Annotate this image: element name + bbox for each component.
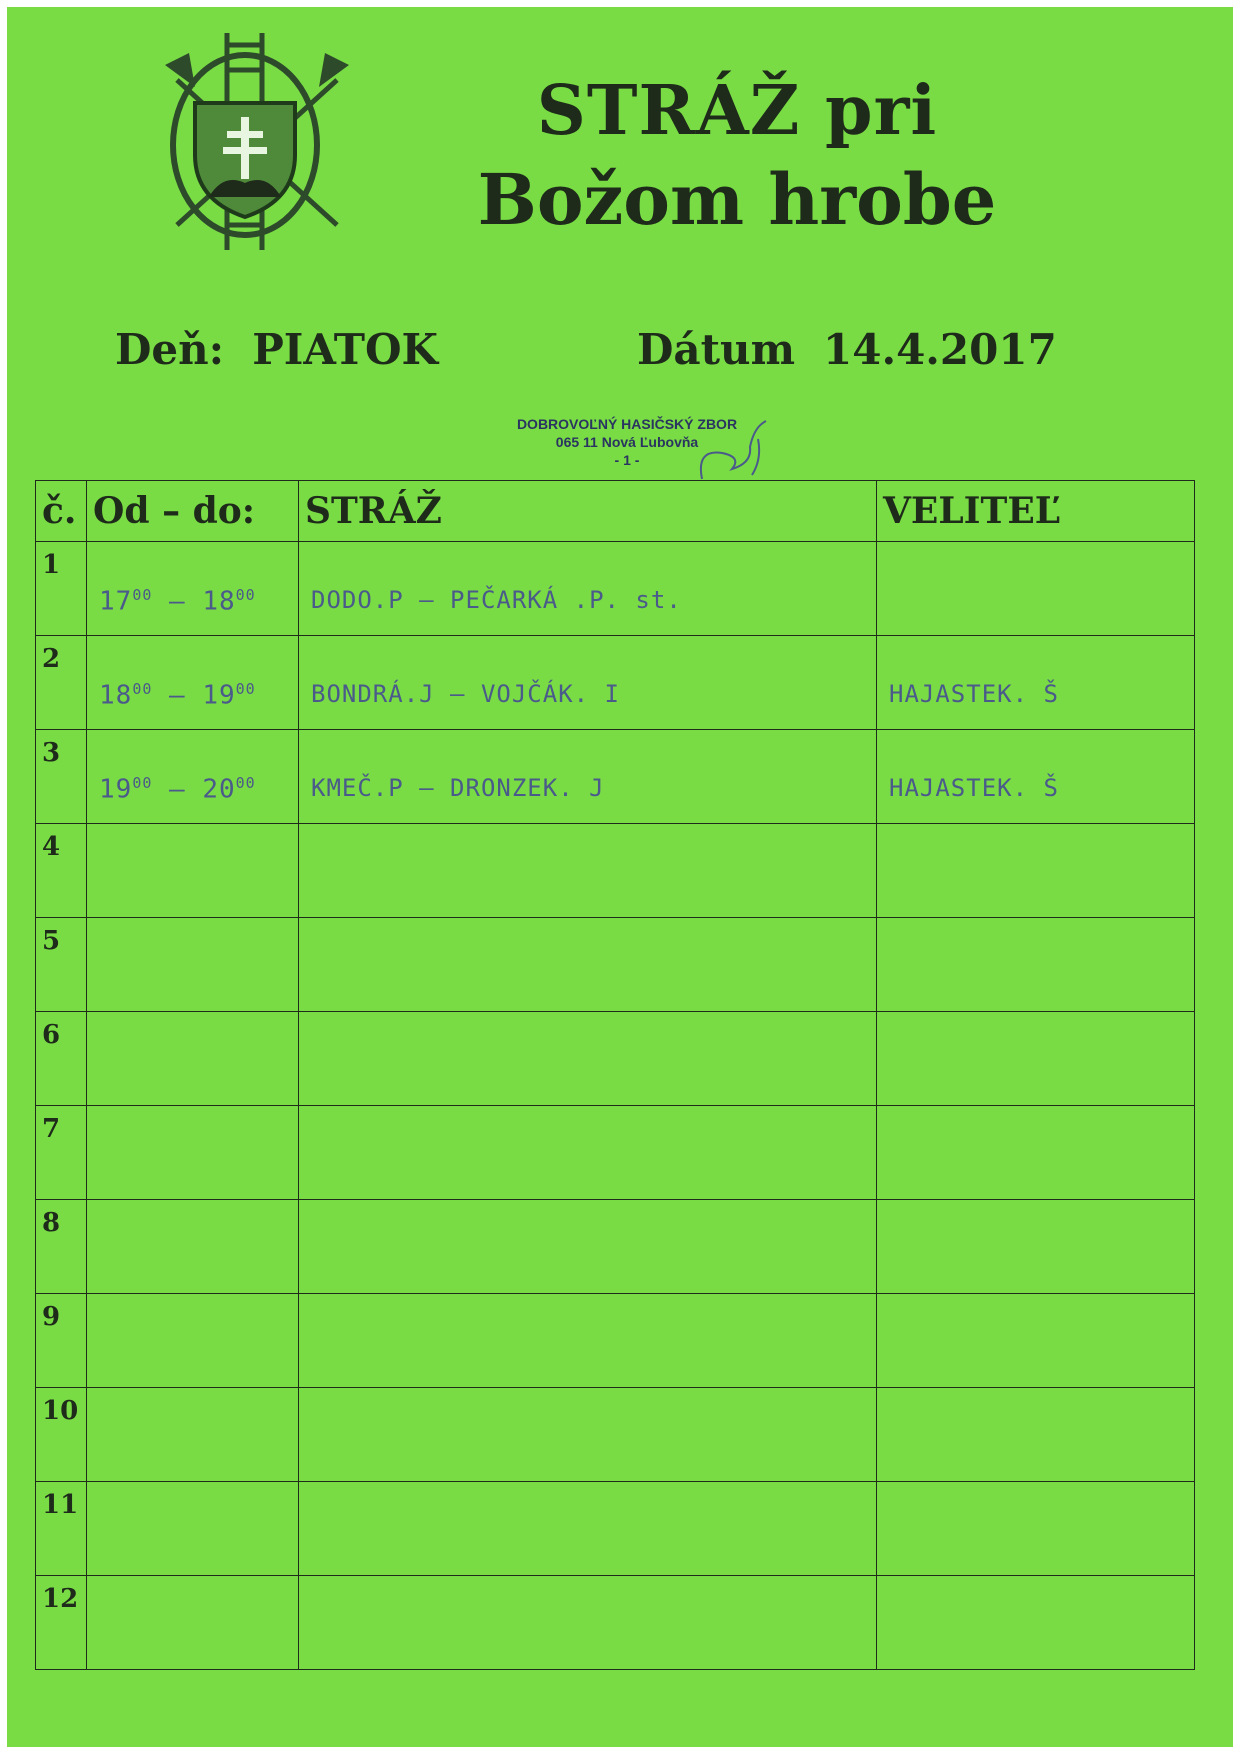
- row-number-cell: [36, 1388, 87, 1482]
- row-number-cell: [36, 1012, 87, 1106]
- time-to: 20: [202, 774, 236, 805]
- time-cell: [87, 824, 299, 918]
- row-number: 7: [42, 1114, 61, 1144]
- document-title: [427, 71, 1047, 241]
- guard-schedule-table: [35, 480, 1195, 1670]
- time-cell: [87, 730, 299, 824]
- time-from: 17: [99, 586, 133, 617]
- time-from-minutes: 00: [132, 586, 153, 604]
- guard-cell: [299, 1482, 877, 1576]
- row-number: 4: [42, 832, 61, 862]
- row-number: 3: [42, 738, 61, 768]
- time-to-minutes: 00: [235, 586, 256, 604]
- guard-names: BONDRÁ.J – VOJČÁK. I: [311, 680, 620, 708]
- time-from-minutes: 00: [132, 774, 153, 792]
- time-to: 19: [202, 680, 236, 711]
- time-from-minutes: 00: [132, 680, 153, 698]
- table-row: [36, 1482, 1195, 1576]
- stamp-line-2: 065 11 Nová Ľubovňa: [555, 434, 699, 450]
- commander-cell: [877, 824, 1195, 918]
- row-number-cell: [36, 918, 87, 1012]
- guard-names: KMEČ.P – DRONZEK. J: [311, 774, 605, 802]
- guard-cell: [299, 1576, 877, 1670]
- time-cell: [87, 1576, 299, 1670]
- time-cell: [87, 1200, 299, 1294]
- table-row: [36, 1294, 1195, 1388]
- guard-cell: [299, 1106, 877, 1200]
- column-header-commander: VELITEĽ: [877, 481, 1195, 542]
- table-header-row: [36, 481, 1195, 542]
- time-to-minutes: 00: [235, 774, 256, 792]
- time-to: 18: [202, 586, 236, 617]
- firefighter-emblem-icon: [157, 25, 357, 257]
- time-cell: [87, 1294, 299, 1388]
- table-row: [36, 824, 1195, 918]
- day-field: [115, 325, 438, 374]
- row-number-cell: [36, 542, 87, 636]
- table-row: [36, 918, 1195, 1012]
- guard-cell: [299, 1388, 877, 1482]
- guard-cell: [299, 1200, 877, 1294]
- row-number-cell: [36, 1576, 87, 1670]
- guard-cell: [299, 542, 877, 636]
- document-sheet: [7, 7, 1233, 1747]
- guard-cell: [299, 730, 877, 824]
- time-cell: [87, 1012, 299, 1106]
- row-number: 5: [42, 926, 61, 956]
- guard-names: DODO.P – PEČARKÁ .P. st.: [311, 586, 682, 614]
- commander-cell: [877, 1012, 1195, 1106]
- date-label: Dátum: [637, 325, 796, 374]
- table-row: [36, 730, 1195, 824]
- time-range: $17^{00} - 18^{00}$: [99, 586, 256, 617]
- guard-cell: [299, 918, 877, 1012]
- commander-cell: [877, 918, 1195, 1012]
- commander-cell: [877, 636, 1195, 730]
- row-number-cell: [36, 730, 87, 824]
- guard-cell: [299, 636, 877, 730]
- guard-cell: [299, 824, 877, 918]
- time-from: 18: [99, 680, 133, 711]
- row-number: 2: [42, 644, 61, 674]
- commander-cell: [877, 1200, 1195, 1294]
- time-cell: [87, 636, 299, 730]
- time-range: $19^{00} - 20^{00}$: [99, 774, 256, 805]
- row-number-cell: [36, 1106, 87, 1200]
- table-row: [36, 1576, 1195, 1670]
- column-header-guard: STRÁŽ: [299, 481, 877, 542]
- date-value: 14.4.2017: [823, 325, 1057, 374]
- time-cell: [87, 1106, 299, 1200]
- commander-cell: [877, 1482, 1195, 1576]
- commander-cell: [877, 1576, 1195, 1670]
- table-row: [36, 1388, 1195, 1482]
- table-row: [36, 1012, 1195, 1106]
- row-number-cell: [36, 1200, 87, 1294]
- row-number-cell: [36, 636, 87, 730]
- commander-cell: [877, 1106, 1195, 1200]
- time-cell: [87, 1482, 299, 1576]
- row-number: 1: [42, 550, 61, 580]
- commander-cell: [877, 542, 1195, 636]
- guard-cell: [299, 1294, 877, 1388]
- commander-cell: [877, 1294, 1195, 1388]
- table-row: [36, 1106, 1195, 1200]
- commander-name: HAJASTEK. Š: [889, 680, 1059, 708]
- stamp-line-3: - 1 -: [614, 452, 640, 468]
- time-to-minutes: 00: [235, 680, 256, 698]
- title-line-1: STRÁŽ pri: [536, 71, 938, 151]
- row-number-cell: [36, 1294, 87, 1388]
- time-cell: [87, 542, 299, 636]
- row-number: 12: [42, 1584, 79, 1614]
- row-number: 9: [42, 1302, 61, 1332]
- row-number: 11: [42, 1490, 79, 1520]
- title-line-2: Božom hrobe: [477, 158, 997, 241]
- time-cell: [87, 918, 299, 1012]
- commander-cell: [877, 1388, 1195, 1482]
- row-number: 8: [42, 1208, 61, 1238]
- row-number-cell: [36, 824, 87, 918]
- commander-name: HAJASTEK. Š: [889, 774, 1059, 802]
- table-row: [36, 636, 1195, 730]
- column-header-number: č.: [36, 481, 87, 542]
- row-number: 6: [42, 1020, 61, 1050]
- stamp-line-1: DOBROVOĽNÝ HASIČSKÝ ZBOR: [516, 416, 738, 432]
- time-cell: [87, 1388, 299, 1482]
- time-range: $18^{00} - 19^{00}$: [99, 680, 256, 711]
- row-number: 10: [42, 1396, 79, 1426]
- date-field: [637, 325, 1057, 374]
- commander-cell: [877, 730, 1195, 824]
- day-value: PIATOK: [252, 325, 439, 374]
- time-from: 19: [99, 774, 133, 805]
- row-number-cell: [36, 1482, 87, 1576]
- table-row: [36, 1200, 1195, 1294]
- guard-cell: [299, 1012, 877, 1106]
- column-header-time: Od – do:: [87, 481, 299, 542]
- table-row: [36, 542, 1195, 636]
- day-label: Deň:: [115, 325, 225, 374]
